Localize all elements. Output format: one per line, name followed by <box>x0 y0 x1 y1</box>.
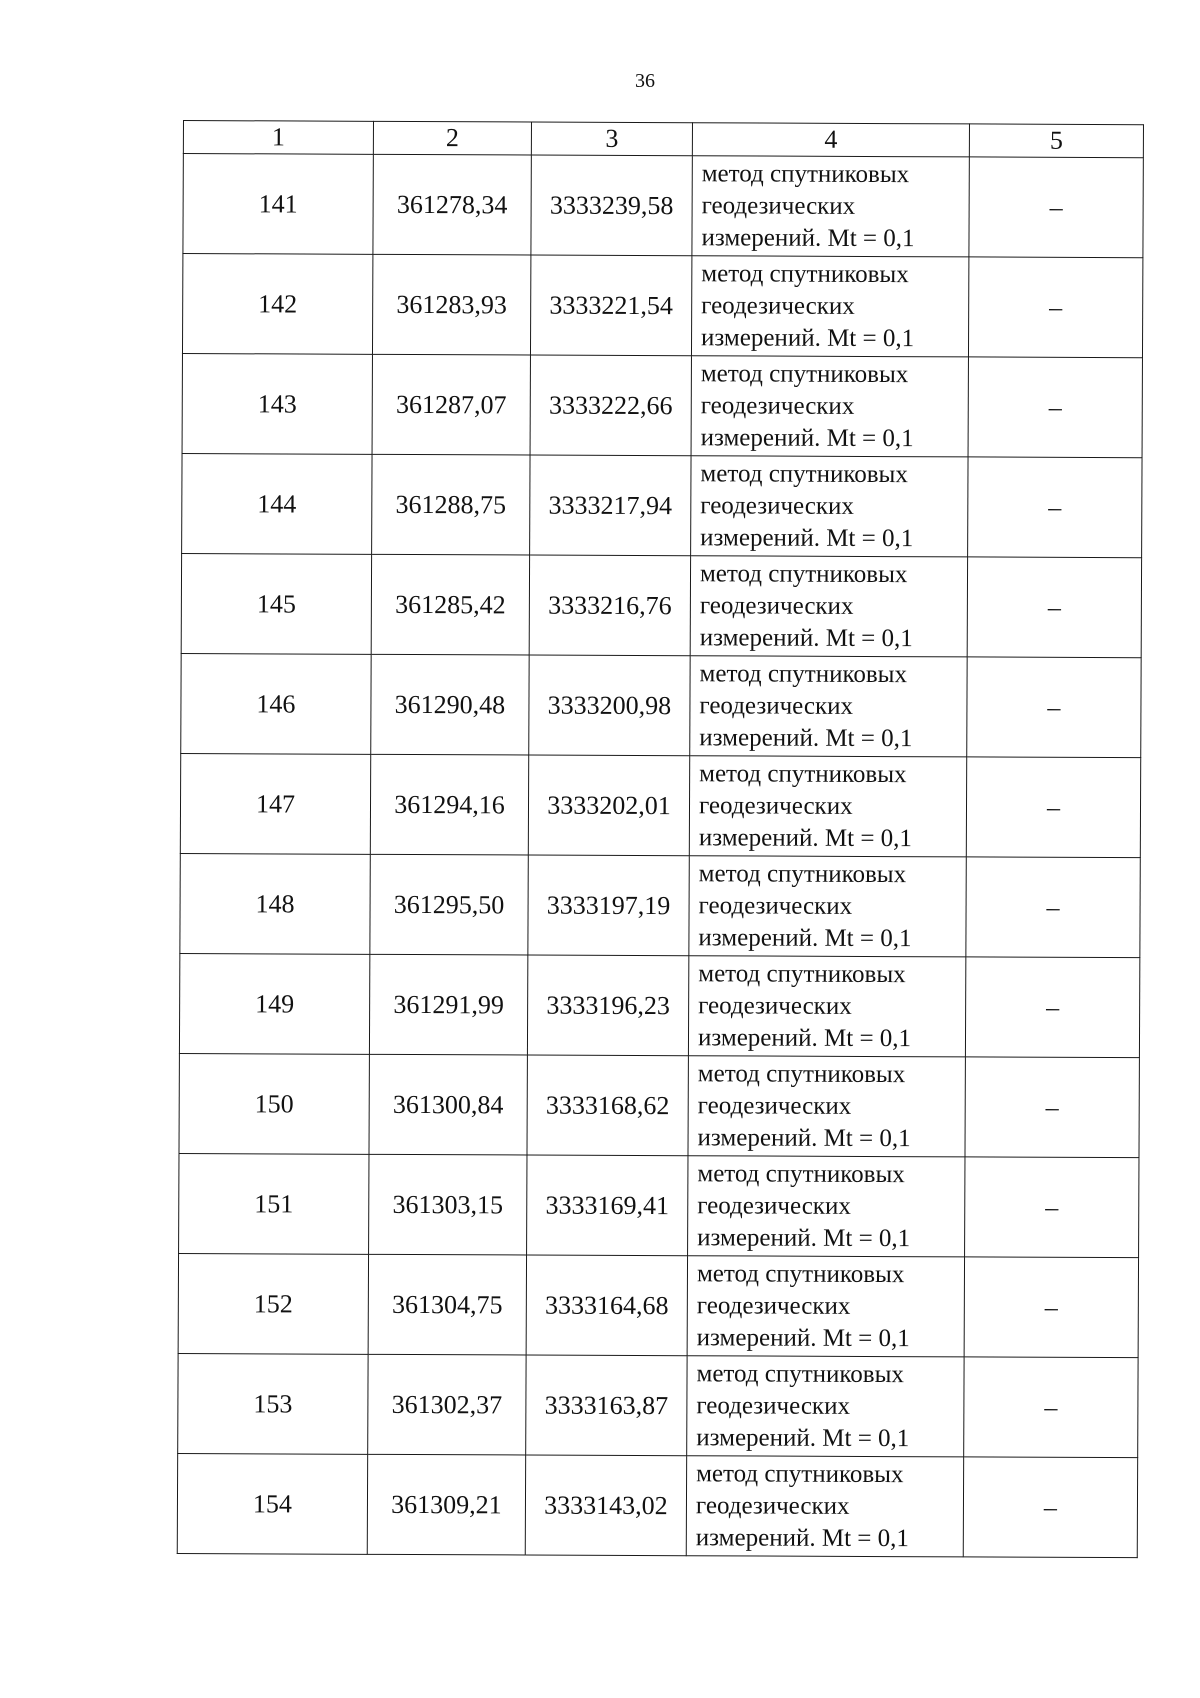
x-coordinate-cell: 361309,21 <box>367 1454 525 1555</box>
method-line: геодезических <box>698 991 852 1020</box>
y-coordinate-cell: 3333216,76 <box>529 555 690 656</box>
note-cell: – <box>967 657 1141 758</box>
method-line: метод спутниковых <box>699 559 908 588</box>
method-cell <box>686 1456 963 1557</box>
method-cell <box>690 556 967 657</box>
note-cell: – <box>969 157 1143 258</box>
x-coordinate-cell: 361300,84 <box>369 1054 527 1155</box>
method-line: измерений. Mt = 0,1 <box>700 323 915 352</box>
table-row <box>180 853 1140 957</box>
method-cell <box>687 1356 964 1457</box>
point-number-cell: 141 <box>183 154 373 255</box>
y-coordinate-cell: 3333222,66 <box>530 355 691 456</box>
y-coordinate-cell: 3333164,68 <box>526 1255 687 1356</box>
y-coordinate-cell: 3333163,87 <box>526 1355 687 1456</box>
x-coordinate-cell: 361283,93 <box>372 254 530 355</box>
point-number-cell: 153 <box>178 1353 368 1454</box>
method-line: метод спутниковых <box>696 1259 905 1288</box>
method-cell <box>691 456 968 557</box>
page-number: 36 <box>635 70 655 92</box>
method-line: метод спутниковых <box>699 659 908 688</box>
method-line: геодезических <box>698 791 853 820</box>
table-row <box>180 753 1140 857</box>
table-row <box>179 1153 1139 1257</box>
point-number-cell: 150 <box>179 1053 369 1154</box>
method-line: измерений. Mt = 0,1 <box>697 1123 911 1152</box>
method-line: измерений. Mt = 0,1 <box>699 623 913 652</box>
method-line: геодезических <box>700 491 854 520</box>
column-header-1: 1 <box>183 121 373 155</box>
method-line: геодезических <box>699 691 854 720</box>
x-coordinate-cell: 361294,16 <box>370 754 528 855</box>
table-row <box>182 254 1142 358</box>
method-line: метод спутниковых <box>699 759 907 788</box>
y-coordinate-cell: 3333202,01 <box>528 755 689 856</box>
note-cell: – <box>965 957 1139 1058</box>
method-cell <box>688 1156 965 1257</box>
note-cell: – <box>968 457 1142 558</box>
point-number-cell: 148 <box>180 853 370 954</box>
method-line: измерений. Mt = 0,1 <box>697 1023 912 1052</box>
y-coordinate-cell: 3333197,19 <box>528 855 689 956</box>
method-cell <box>689 756 966 857</box>
note-cell: – <box>967 557 1141 658</box>
table-row <box>179 1053 1139 1157</box>
method-line: метод спутниковых <box>701 159 910 188</box>
table-row <box>183 154 1143 258</box>
x-coordinate-cell: 361278,34 <box>373 154 531 255</box>
method-line: геодезических <box>701 291 855 320</box>
table-row <box>177 1453 1137 1557</box>
method-line: геодезических <box>695 1491 850 1520</box>
method-line: метод спутниковых <box>696 1359 904 1388</box>
note-cell: – <box>966 757 1140 858</box>
note-cell: – <box>964 1257 1138 1358</box>
method-line: измерений. Mt = 0,1 <box>700 523 914 552</box>
method-cell <box>691 356 968 457</box>
method-cell <box>687 1256 964 1357</box>
table-row <box>182 453 1142 557</box>
x-coordinate-cell: 361288,75 <box>372 454 530 555</box>
method-cell <box>688 1056 965 1157</box>
method-line: метод спутниковых <box>698 859 907 888</box>
column-header-5: 5 <box>969 124 1143 158</box>
note-cell: – <box>966 857 1140 958</box>
table-row <box>182 353 1142 457</box>
method-line: измерений. Mt = 0,1 <box>699 723 913 752</box>
method-line: метод спутниковых <box>700 359 909 388</box>
method-line: метод спутниковых <box>697 1159 905 1188</box>
note-cell: – <box>968 357 1142 458</box>
method-line: геодезических <box>696 1391 851 1420</box>
y-coordinate-cell: 3333196,23 <box>527 955 688 1056</box>
method-line: геодезических <box>699 591 854 620</box>
method-cell <box>690 656 967 757</box>
method-line: метод спутниковых <box>698 959 906 988</box>
method-line: геодезических <box>698 891 853 920</box>
x-coordinate-cell: 361302,37 <box>368 1354 526 1455</box>
point-number-cell: 146 <box>181 653 371 754</box>
method-cell <box>692 156 969 257</box>
method-line: измерений. Mt = 0,1 <box>698 923 912 952</box>
point-number-cell: 144 <box>182 453 372 554</box>
method-line: измерений. Mt = 0,1 <box>697 1223 911 1252</box>
x-coordinate-cell: 361291,99 <box>369 954 527 1055</box>
point-number-cell: 151 <box>179 1153 369 1254</box>
y-coordinate-cell: 3333143,02 <box>525 1455 686 1556</box>
point-number-cell: 143 <box>182 353 372 454</box>
method-line: метод спутниковых <box>701 259 909 288</box>
point-number-cell: 145 <box>181 553 371 654</box>
method-line: измерений. Mt = 0,1 <box>700 423 914 452</box>
method-line: измерений. Mt = 0,1 <box>701 223 915 252</box>
method-line: измерений. Mt = 0,1 <box>695 1523 909 1552</box>
method-line: метод спутниковых <box>700 459 908 488</box>
x-coordinate-cell: 361285,42 <box>371 554 529 655</box>
method-line: геодезических <box>700 391 855 420</box>
point-number-cell: 154 <box>177 1453 367 1554</box>
column-header-2: 2 <box>373 121 531 155</box>
point-number-cell: 152 <box>178 1253 368 1354</box>
method-line: измерений. Mt = 0,1 <box>696 1423 910 1452</box>
method-line: геодезических <box>701 191 856 220</box>
x-coordinate-cell: 361295,50 <box>370 854 528 955</box>
point-number-cell: 147 <box>180 753 370 854</box>
method-line: измерений. Mt = 0,1 <box>696 1323 910 1352</box>
method-line: геодезических <box>696 1291 851 1320</box>
table-row <box>178 1253 1138 1357</box>
method-line: метод спутниковых <box>697 1059 906 1088</box>
table-header <box>183 121 1143 158</box>
y-coordinate-cell: 3333217,94 <box>530 455 691 556</box>
method-cell <box>689 856 966 957</box>
method-cell <box>688 956 965 1057</box>
x-coordinate-cell: 361290,48 <box>371 654 529 755</box>
note-cell: – <box>965 1057 1139 1158</box>
note-cell: – <box>965 1157 1139 1258</box>
method-line: геодезических <box>697 1191 851 1220</box>
x-coordinate-cell: 361304,75 <box>368 1254 526 1355</box>
table-row <box>181 553 1141 657</box>
method-cell <box>691 256 968 357</box>
y-coordinate-cell: 3333169,41 <box>527 1155 688 1256</box>
note-cell: – <box>963 1457 1137 1558</box>
y-coordinate-cell: 3333200,98 <box>529 655 690 756</box>
y-coordinate-cell: 3333168,62 <box>527 1055 688 1156</box>
table-row <box>179 953 1139 1057</box>
method-line: геодезических <box>697 1091 852 1120</box>
y-coordinate-cell: 3333239,58 <box>531 155 692 256</box>
method-line: метод спутниковых <box>696 1459 904 1488</box>
x-coordinate-cell: 361303,15 <box>369 1154 527 1255</box>
column-header-3: 3 <box>531 122 692 156</box>
point-number-cell: 149 <box>179 953 369 1054</box>
x-coordinate-cell: 361287,07 <box>372 354 530 455</box>
table-body <box>177 154 1143 1558</box>
coordinates-table <box>177 120 1144 1558</box>
note-cell: – <box>964 1357 1138 1458</box>
table-row <box>181 653 1141 757</box>
table-row <box>178 1353 1138 1457</box>
column-header-4: 4 <box>692 123 969 157</box>
y-coordinate-cell: 3333221,54 <box>530 255 691 356</box>
method-line: измерений. Mt = 0,1 <box>698 823 913 852</box>
note-cell: – <box>968 257 1142 358</box>
header-row <box>183 121 1143 158</box>
point-number-cell: 142 <box>182 254 372 355</box>
